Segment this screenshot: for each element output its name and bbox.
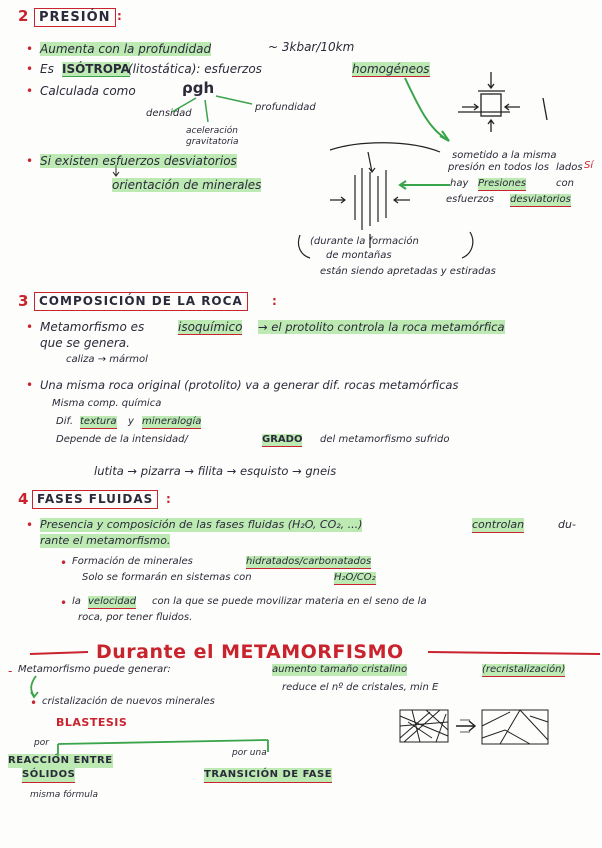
s3-line-1-c: → el protolito controla la roca metamórfica [258,320,505,334]
s4-line-3-a: Formación de minerales [72,556,193,567]
s4-hydrated: hidratados/carbonatados [246,556,372,567]
s3-isochemical: isoquímico [178,320,243,334]
section-2-colon: : [117,9,122,23]
title-line-right [428,652,600,654]
dur-same-formula: misma fórmula [30,790,98,800]
dur-line-1-c: (recristalización) [482,664,566,675]
s3-line-5-c: y [128,416,134,427]
dur-line-1-b: aumento tamaño cristalino [272,664,408,675]
section-4-title: FASES FLUIDAS [32,490,158,509]
s4-line-1-a: Presencia y composición de las fases fluidas (H₂O, CO₂, ...) [40,518,363,531]
s2-mountain-1: (durante la formación [310,236,419,247]
arrow-homogeneous [405,78,448,140]
s3-line-6-a: Depende de la intensidad/ [56,434,188,445]
section-4-colon: : [166,492,171,506]
s2-right-3a: lados [556,162,583,173]
s4-line-2: rante el metamorfismo. [40,534,171,547]
s4-line-5-a: la [72,596,81,607]
s2-label-depth: profundidad [255,102,316,113]
s2-isotropic: ISÓTROPA [62,62,130,76]
dur-blastesis: BLASTESIS [56,716,128,729]
arrow-gravity [205,100,208,122]
s2-line-3: Calculada como [40,84,136,98]
s2-line-5: orientación de minerales [112,178,262,192]
s4-line-1-c: du- [558,518,576,531]
s3-example: caliza → mármol [66,354,148,365]
dur-por-1: por [34,738,49,748]
s3-line-1-d: que se genera. [40,336,130,350]
section-3-colon: : [272,294,277,308]
s4-line-5-c: con la que se puede movilizar materia en el seno de la [152,596,427,607]
s2-mountain-3: están siendo apretadas y estiradas [320,266,496,277]
s2-line-1: Aumenta con la profundidad [40,42,212,56]
recrystallization-drawing [400,710,548,744]
s3-mineralogy: mineralogía [142,416,202,427]
dur-por-2: por una [232,748,267,758]
s2-mountain-2: de montañas [326,250,392,261]
dur-line-2: reduce el nº de cristales, min E [282,682,439,693]
s2-line-2-a: Es [40,62,54,76]
dur-line-3: cristalización de nuevos minerales [42,696,215,707]
s2-right-5b: desviatorios [510,194,571,205]
arrow-deviatoric [400,181,450,189]
s3-sequence: lutita → pizarra → filita → esquisto → gneis [94,464,337,478]
s4-line-6: roca, por tener fluidos. [78,612,193,623]
s3-line-3: Una misma roca original (protolito) va a generar dif. rocas metamórficas [40,378,459,392]
dur-line-1-a: Metamorfismo puede generar: [18,664,171,675]
s4-velocity: velocidad [88,596,137,607]
notes-page: 2 PRESIÓN : • Aumenta con la profundidad ~ 3kbar/10km • Es ISÓTROPA (litostática): esfuerzos homogéneos • Calculada como ρgh densidad profundidad aceleración gravitatoria • Si existen esfuerzos desviatorios orientación de minerales sometido a la misma presión en todos los lados Sí hay Presiones con esfuerzos desviatorios (durante la formación de montañas están siendo apretadas y estiradas 3 COMPOSICIÓN DE LA ROCA : • Metamorfismo es isoquímico → el protolito controla la roca metamórfica que se genera. caliza → mármol • Una misma roca original (protolito) va a generar dif. rocas metamórficas Misma comp. química Dif. textura y mineralogía Depende de la intensidad/ GRADO del metamorfismo sufrido lutita → pizarra → filita → esquisto → gneis 4 FASES FLUIDAS : • Presencia y composición de las fases fluidas (H₂O, CO₂, ...) controlan du- rante el metamorfismo. • Formación de minerales hidratados/carbonatados Solo se formarán en sistemas con H₂O/CO₂ • la velocidad con la que se puede movilizar materia en el seno de la roca, por tener fluidos. Durante el METAMORFISMO - Metamorfismo puede generar: aumento tamaño cristalino (recristalización) reduce el nº de cristales, min E • cristalización de nuevos minerales BLASTESIS por por una REACCIÓN ENTRE SÓLIDOS TRANSICIÓN DE FASE misma fórmula [0,0,602,848]
dur-reaction-1: REACCIÓN ENTRE [8,755,113,766]
s2-right-5a: esfuerzos [446,194,495,205]
s2-label-gravity: aceleración gravitatoria [186,126,239,147]
s4-h2o-co2: H₂O/CO₂ [334,572,376,583]
s4-control: controlan [472,518,525,531]
arrow-depth [216,96,252,104]
s2-right-4a: hay [450,178,469,189]
dur-reaction-2: SÓLIDOS [22,768,75,783]
durante-title: Durante el METAMORFISMO [96,641,404,663]
isotropic-pressure-drawing [458,72,547,132]
s2-right-4b: Presiones [478,178,527,189]
s2-line-1-rate: ~ 3kbar/10km [268,40,355,54]
dur-phase-transition: TRANSICIÓN DE FASE [204,768,332,783]
s3-line-6-c: del metamorfismo sufrido [320,434,450,445]
s3-texture: textura [80,416,117,427]
s2-line-4: Si existen esfuerzos desviatorios [40,154,237,168]
s3-line-5-a: Dif. [56,416,74,427]
s3-line-4: Misma comp. química [52,398,162,409]
s2-label-density: densidad [146,108,192,119]
s2-right-1: sometido a la misma [452,150,557,161]
s2-right-3b: Sí [584,160,594,171]
blastesis-branch [58,740,268,744]
s2-homogeneous: homogéneos [352,62,430,76]
section-3-title: COMPOSICIÓN DE LA ROCA [34,292,248,311]
s3-line-1-a: Metamorfismo es [40,320,145,334]
s4-line-4-a: Solo se formarán en sistemas con [82,572,252,583]
s2-line-2-c: (litostática): esfuerzos [128,62,262,76]
s3-grade: GRADO [262,434,303,445]
section-2-title: PRESIÓN [34,8,116,27]
s2-formula: ρgh [182,79,215,97]
s2-right-4c: con [556,178,574,189]
s2-right-2: presión en todos los [448,162,549,173]
section-2-number: 2 [18,7,29,25]
section-3-number: 3 [18,292,29,310]
title-line-left [30,652,88,654]
section-4-number: 4 [18,490,29,508]
